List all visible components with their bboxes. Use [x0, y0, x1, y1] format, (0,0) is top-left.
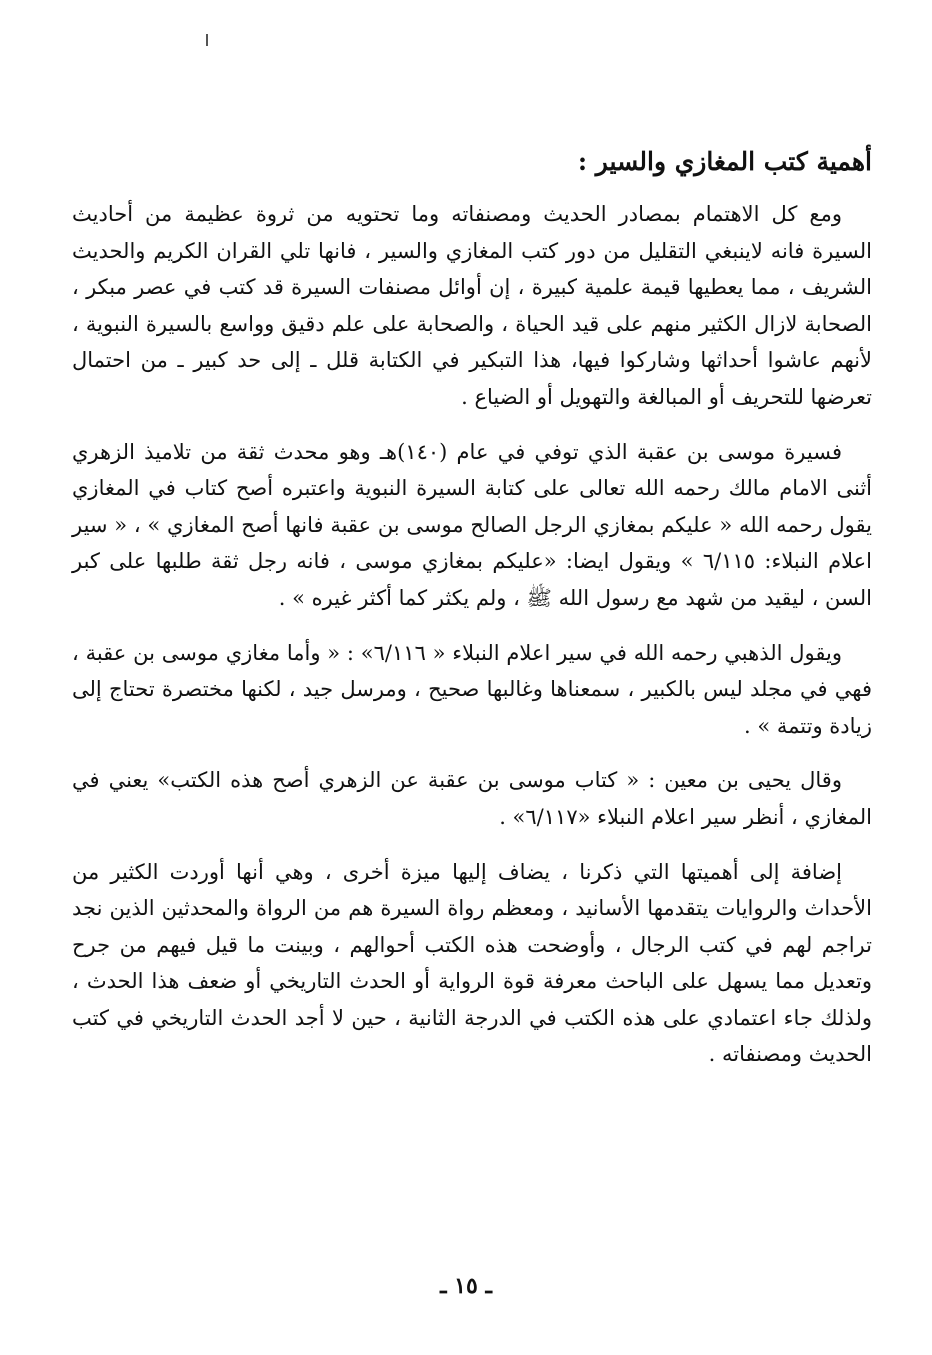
body-text	[72, 196, 872, 1091]
paragraph-additional-feature: إضافة إلى أهميتها التي ذكرنا ، يضاف إليها ميزة أخرى ، وهي أنها أوردت الكثير من الأحداث والروايات يتقدمها الأسانيد ، ومعظم رواة السيرة هم من الرواة والمحدثين الذين نجد تراجم لهم في كتب الرجال ، وأوضحت هذه الكتب أحوالهم ، وبينت ما قيل فيهم من جرح وتعديل مما يسهل على الباحث معرفة قوة الرواية أو الحدث التاريخي أو ضعف هذا الحدث ، ولذلك جاء اعتمادي على هذه الكتب في الدرجة الثانية ، حين لا أجد الحدث التاريخي في كتب الحديث ومصنفاته .	[72, 859, 872, 1067]
paragraph-musa-ibn-uqba: فسيرة موسى بن عقبة الذي توفي في عام (١٤٠)هـ وهو محدث ثقة من تلاميذ الزهري أثنى الامام مالك رحمه الله تعالى على كتابة السيرة النبوية واعتبره أصح كتاب في المغازي يقول رحمه الله « عليكم بمغازي الرجل الصالح موسى بن عقبة فانها أصح المغازي » ، « سير اعلام النبلاء: ٦/١١٥ » ويقول ايضا: «عليكم بمغازي موسى ، فانه رجل ثقة طلبها على كبر السن ، ليقيد من شهد مع رسول الله ﷺ ، ولم يكثر كما أكثر غيره » .	[72, 439, 872, 610]
scan-speck	[206, 34, 208, 46]
paragraph-dhahabi-quote: ويقول الذهبي رحمه الله في سير اعلام النبلاء « ٦/١١٦» : « وأما مغازي موسى بن عقبة ، فهي في مجلد ليس بالكبير ، سمعناها وغالبها صحيح ، ومرسل جيد ، لكنها مختصرة تحتاج إلى زيادة وتتمة » .	[72, 640, 872, 738]
paragraph-importance-of-sira: ومع كل الاهتمام بمصادر الحديث ومصنفاته وما تحتويه من ثروة عظيمة من أحاديث السيرة فانه لاينبغي التقليل من دور كتب المغازي والسير ، فانها تلي القران الكريم والحديث الشريف ، مما يعطيها قيمة علمية كبيرة ، إن أوائل مصنفات السيرة قد كتب في عصر مبكر ، الصحابة لازال الكثير منهم على قيد الحياة ، والصحابة على علم دقيق وواسع بالسيرة النبوية ، لأنهم عاشوا أحداثها وشاركوا فيها، هذا التبكير في الكتابة قلل ـ إلى حد كبير ـ من احتمال تعرضها للتحريف أو المبالغة والتهويل أو الضياع .	[72, 202, 872, 409]
section-heading: أهمية كتب المغازي والسير :	[577, 147, 872, 176]
page-number: ـ ١٥ ـ	[440, 1273, 492, 1299]
paragraph-yahya-ibn-main: وقال يحيى بن معين : « كتاب موسى بن عقبة عن الزهري أصح هذه الكتب» يعني في المغازي ، أنظر سير اعلام النبلاء «٦/١١٧» .	[72, 768, 872, 829]
